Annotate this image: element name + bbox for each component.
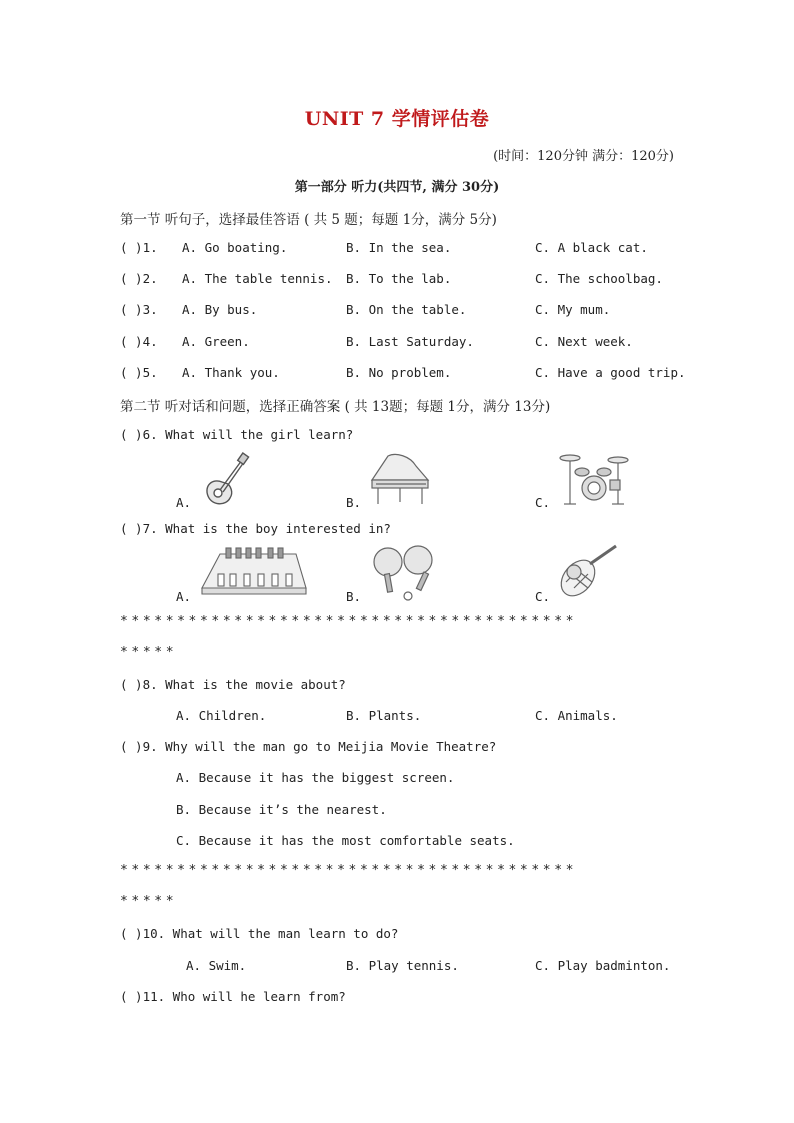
option-a: A. Thank you. (182, 365, 280, 380)
option-c: C. Have a good trip. (535, 365, 686, 380)
option-b-label: B. (346, 495, 362, 510)
option-b: B. Because it’s the nearest. (176, 802, 387, 817)
option-a: A. By bus. (182, 302, 258, 317)
option-b: B. Plants. (346, 708, 422, 723)
question-8: ( )8. What is the movie about? (120, 677, 346, 692)
ping-pong-icon (368, 544, 440, 602)
option-c: C. My mum. (535, 302, 611, 317)
option-c: C. Animals. (535, 708, 618, 723)
option-b: B. In the sea. (346, 240, 452, 255)
separator-stars: ***** (120, 894, 178, 909)
option-a: A. Swim. (186, 958, 247, 973)
option-c-label: C. (535, 495, 551, 510)
option-c: C. A black cat. (535, 240, 648, 255)
option-b: B. Play tennis. (346, 958, 459, 973)
question-6: ( )6. What will the girl learn? (120, 427, 354, 442)
question-number: ( )3. (120, 302, 158, 317)
option-b: B. No problem. (346, 365, 452, 380)
option-a: A. Go boating. (182, 240, 288, 255)
option-b-label: B. (346, 589, 362, 604)
option-b: B. On the table. (346, 302, 467, 317)
question-number: ( )1. (120, 240, 158, 255)
question-7: ( )7. What is the boy interested in? (120, 521, 391, 536)
option-c: C. Next week. (535, 334, 633, 349)
question-10: ( )10. What will the man learn to do? (120, 926, 399, 941)
option-b: B. To the lab. (346, 271, 452, 286)
chess-icon (198, 544, 308, 602)
separator-stars: ***** (120, 645, 178, 660)
option-c: C. Play badminton. (535, 958, 671, 973)
page-title: UNIT 7 学情评估卷 (304, 108, 490, 130)
drum-kit-icon (556, 450, 630, 506)
piano-icon (366, 450, 432, 508)
question-9: ( )9. Why will the man go to Meijia Movie Theatre? (120, 739, 497, 754)
option-c: C. Because it has the most comfortable seats. (176, 833, 515, 848)
section-2-title: 第二节 听对话和问题，选择正确答案 ( 共 13题；每题 1分，满分 13分) (120, 399, 551, 415)
question-number: ( )4. (120, 334, 158, 349)
tennis-icon (554, 542, 624, 604)
question-11: ( )11. Who will he learn from? (120, 989, 346, 1004)
section-1-title: 第一节 听句子，选择最佳答语 ( 共 5 题；每题 1分，满分 5分) (120, 212, 497, 228)
option-a: A. The table tennis. (182, 271, 333, 286)
option-a-label: A. (176, 589, 192, 604)
question-number: ( )5. (120, 365, 158, 380)
part-heading: 第一部分 听力(共四节, 满分 30分) (294, 180, 500, 195)
separator-stars: **************************************** (120, 614, 578, 629)
question-number: ( )2. (120, 271, 158, 286)
exam-meta: (时间：120分钟 满分：120分) (493, 149, 674, 164)
option-c-label: C. (535, 589, 551, 604)
guitar-icon (200, 452, 252, 508)
option-a: A. Green. (182, 334, 250, 349)
option-a-label: A. (176, 495, 192, 510)
separator-stars: **************************************** (120, 863, 578, 878)
option-a: A. Children. (176, 708, 267, 723)
option-c: C. The schoolbag. (535, 271, 663, 286)
option-b: B. Last Saturday. (346, 334, 474, 349)
option-a: A. Because it has the biggest screen. (176, 770, 455, 785)
